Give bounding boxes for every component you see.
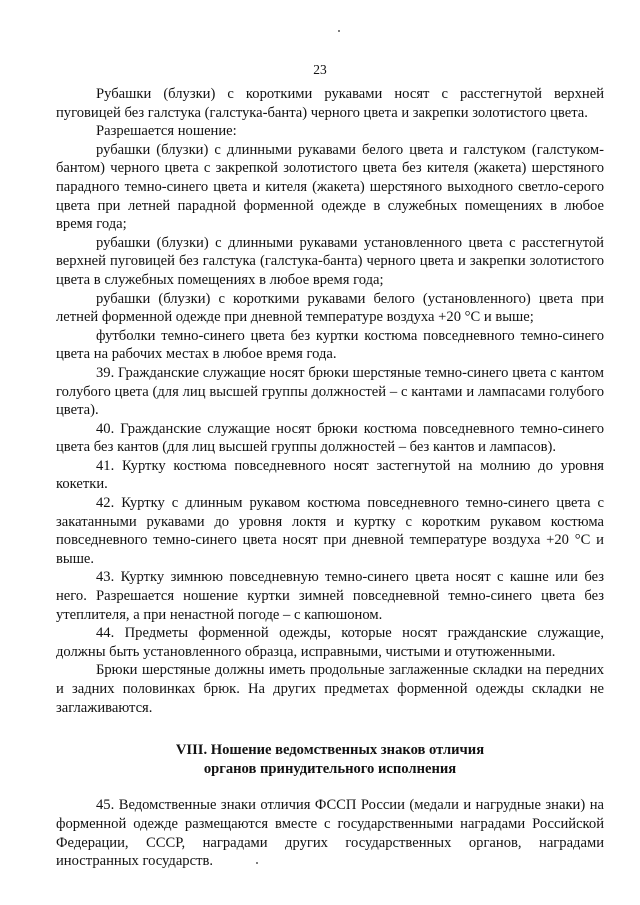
paragraphs-before-section bbox=[56, 85, 604, 717]
scan-speck bbox=[338, 30, 340, 32]
document-body bbox=[56, 85, 604, 871]
paragraph: 42. Куртку с длинным рукавом костюма повседневного темно-синего цвета с закатанными рукавами до уровня локтя и куртку с коротким рукавом костюма повседневного темно-синего цвета носят при дневной температуре воздуха +20 °C и выше. bbox=[56, 495, 604, 567]
paragraph: Брюки шерстяные должны иметь продольные заглаженные складки на передних и задних половинках брюк. На других предметах форменной одежды складки не заглаживаются. bbox=[56, 662, 604, 716]
section-heading bbox=[56, 741, 604, 778]
paragraphs-after-section bbox=[56, 796, 604, 870]
paragraph: Рубашки (блузки) с короткими рукавами носят с расстегнутой верхней пуговицей без галстука (галстука-банта) черного цвета и закрепки золотистого цвета. bbox=[56, 86, 604, 121]
paragraph: рубашки (блузки) с длинными рукавами белого цвета и галстуком (галстуком-бантом) черного цвета с закрепкой золотистого цвета без кителя (жакета) шерстяного парадного темно-синего цвета и кителя (жакета) шерстяного выходного светло-серого цвета при летней парадной форменной одежде в служебных помещениях в любое время года; bbox=[56, 141, 604, 233]
paragraph: рубашки (блузки) с короткими рукавами белого (установленного) цвета при летней форменной одежде при дневной температуре воздуха +20 °C и выше; bbox=[56, 290, 604, 326]
page-number: 23 bbox=[313, 62, 327, 77]
paragraph: Разрешается ношение: bbox=[96, 123, 237, 140]
paragraph: рубашки (блузки) с длинными рукавами установленного цвета с расстегнутой верхней пуговицей без галстука (галстука-банта) черного цвета и закрепки золотистого цвета в служебных помещениях в любое время года; bbox=[56, 234, 604, 288]
paragraph: 40. Гражданские служащие носят брюки костюма повседневного темно-синего цвета без кантов (для лиц высшей группы должностей – без кантов и лампасов). bbox=[56, 420, 604, 456]
paragraph: 45. Ведомственные знаки отличия ФССП России (медали и нагрудные знаки) на форменной одежде размещаются вместе с государственными наградами Российской Федерации, СССР, наградами других государственных органов, наградами иностранных государств. bbox=[56, 797, 604, 870]
paragraph: 43. Куртку зимнюю повседневную темно-синего цвета носят с кашне или без него. Разрешается ношение куртки зимней повседневной темно-синего цвета без утеплителя, а при ненастной погоде – с капюшоном. bbox=[56, 569, 604, 623]
paragraph: 44. Предметы форменной одежды, которые носят гражданские служащие, должны быть установленного образца, исправными, чистыми и отутюженными. bbox=[56, 625, 604, 660]
paragraph: футболки темно-синего цвета без куртки костюма повседневного темно-синего цвета на рабочих местах в любое время года. bbox=[56, 327, 604, 363]
paragraph: 39. Гражданские служащие носят брюки шерстяные темно-синего цвета с кантом голубого цвета (для лиц высшей группы должностей – с кантами и лампасами голубого цвета). bbox=[56, 364, 604, 419]
paragraph: 41. Куртку костюма повседневного носят застегнутой на молнию до уровня кокетки. bbox=[56, 457, 604, 493]
section-heading-line-1: VIII. Ношение ведомственных знаков отличия bbox=[175, 742, 485, 759]
section-heading-line-2: органов принудительного исполнения bbox=[203, 760, 457, 777]
